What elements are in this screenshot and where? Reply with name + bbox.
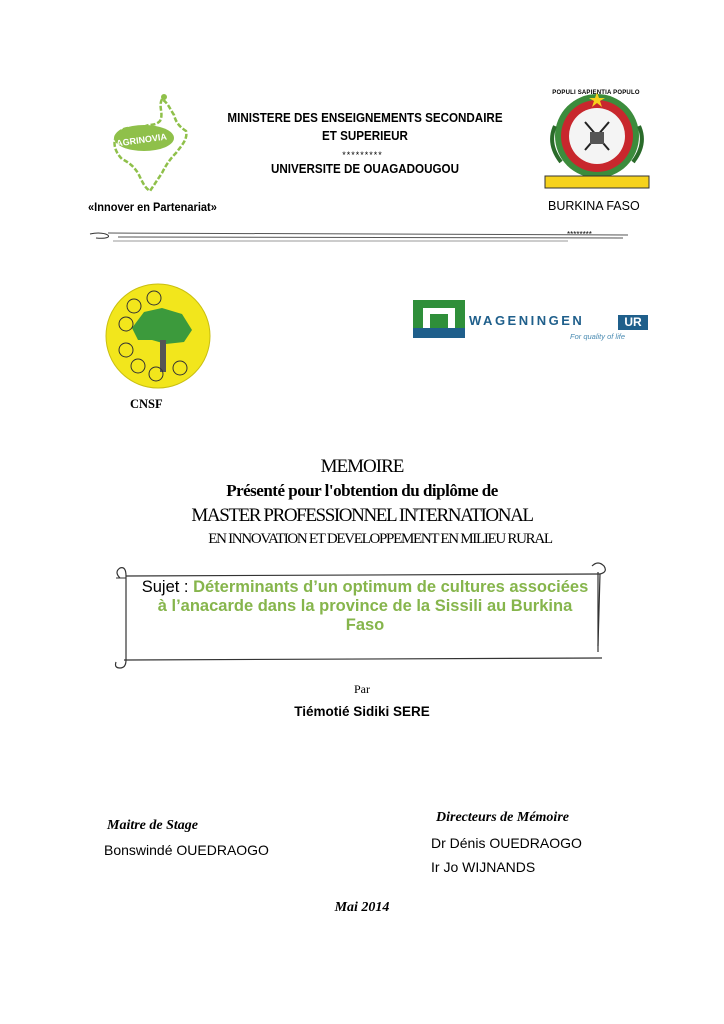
agrinovia-motto: «Innover en Partenariat» bbox=[88, 200, 217, 214]
wageningen-wordmark: WAGENINGEN bbox=[469, 313, 585, 328]
thesis-directors-heading: Directeurs de Mémoire bbox=[436, 810, 569, 825]
seal-motto: POPULI SAPIENTIA POPULO bbox=[552, 90, 640, 96]
rule-stars: ******** bbox=[567, 230, 592, 239]
wageningen-ur-badge: UR bbox=[618, 315, 648, 330]
ministry-line-1: MINISTERE DES ENSEIGNEMENTS SECONDAIRE bbox=[227, 111, 503, 125]
by-label: Par bbox=[354, 682, 370, 696]
cnsf-logo bbox=[104, 282, 212, 390]
diploma-line: Présenté pour l'obtention du diplôme de bbox=[226, 481, 498, 500]
ministry-line-2: ET SUPERIEUR bbox=[322, 129, 408, 143]
thesis-director-2: Ir Jo WIJNANDS bbox=[431, 859, 536, 875]
burkina-seal-emblem bbox=[541, 88, 653, 196]
agrinovia-wordmark: AGRINOVIA bbox=[115, 131, 168, 149]
memoire-title: MEMOIRE bbox=[320, 456, 404, 477]
internship-supervisor-name: Bonswindé OUEDRAOGO bbox=[104, 842, 269, 858]
internship-supervisor-heading: Maitre de Stage bbox=[107, 818, 198, 833]
decorative-rule bbox=[88, 226, 633, 246]
subject-label: Sujet : bbox=[141, 578, 194, 596]
thesis-director-1: Dr Dénis OUEDRAOGO bbox=[431, 835, 582, 851]
subject-title: Déterminants d’un optimum de cultures associées à l’anacarde dans la province de la Sissili au Burkina Faso bbox=[157, 578, 589, 634]
wageningen-logo-mark bbox=[413, 300, 465, 338]
ministry-heading bbox=[212, 109, 519, 145]
master-title: MASTER PROFESSIONNEL INTERNATIONAL bbox=[191, 505, 533, 526]
header-separator: ********* bbox=[342, 150, 383, 160]
cnsf-caption: CNSF bbox=[130, 397, 163, 411]
country-label: BURKINA FASO bbox=[548, 199, 640, 213]
university-name: UNIVERSITE DE OUAGADOUGOU bbox=[271, 162, 459, 176]
author-name: Tiémotié Sidiki SERE bbox=[294, 704, 430, 719]
wageningen-tagline: For quality of life bbox=[570, 332, 626, 341]
submission-date: Mai 2014 bbox=[334, 900, 390, 915]
specialty-title: EN INNOVATION ET DEVELOPPEMENT EN MILIEU RURAL bbox=[208, 531, 552, 547]
subject-text bbox=[140, 578, 590, 635]
